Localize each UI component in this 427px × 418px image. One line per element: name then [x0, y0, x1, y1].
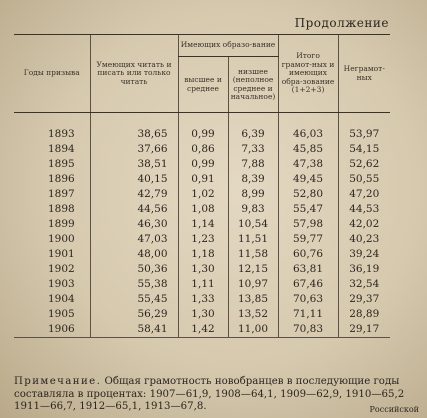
cell-illiterate: 52,62	[338, 157, 390, 172]
cell-lower-education: 13,52	[228, 307, 278, 322]
cell-total-literate: 55,47	[278, 202, 338, 217]
year-cell: 1906	[14, 322, 90, 338]
year-cell: 1897	[48, 188, 75, 200]
cell-total-literate: 46,03	[278, 113, 338, 143]
cell-higher-secondary: 1,18	[178, 247, 228, 262]
cell-illiterate: 29,37	[338, 292, 390, 307]
cell-higher-secondary: 1,23	[178, 232, 228, 247]
cell-total-literate: 45,85	[278, 142, 338, 157]
literacy-table	[14, 34, 390, 338]
cell-illiterate: 28,89	[338, 307, 390, 322]
year-cell: 1896	[48, 173, 75, 185]
cell-higher-secondary: 1,30	[178, 262, 228, 277]
cell-higher-secondary: 1,14	[178, 217, 228, 232]
cell-lower-education: 7,33	[228, 142, 278, 157]
cell-lower-education: 10,54	[228, 217, 278, 232]
table-body	[14, 113, 390, 338]
year-cell: 1901	[48, 248, 75, 260]
cell-higher-secondary: 1,30	[178, 307, 228, 322]
table-row	[14, 113, 390, 143]
continuation-label: Продолжение	[294, 16, 389, 30]
cell-lower-education: 11,51	[228, 232, 278, 247]
cell-can-read-write: 44,56	[90, 202, 178, 217]
year-cell: 1900	[48, 233, 75, 245]
table-row	[14, 247, 390, 262]
table-row	[14, 322, 390, 338]
year-cell: 1893	[48, 128, 75, 140]
cell-total-literate: 70,83	[278, 322, 338, 338]
cell-total-literate: 71,11	[278, 307, 338, 322]
cell-can-read-write: 48,00	[90, 247, 178, 262]
cell-illiterate: 54,15	[338, 142, 390, 157]
table-row	[14, 172, 390, 187]
table-row	[14, 202, 390, 217]
cell-illiterate: 50,55	[338, 172, 390, 187]
cell-total-literate: 49,45	[278, 172, 338, 187]
table-row	[14, 292, 390, 307]
table-row	[14, 262, 390, 277]
header-lower-education: низшее (неполное среднее и начальное)	[228, 57, 278, 113]
year-cell: 1905	[48, 308, 75, 320]
table-row	[14, 142, 390, 157]
year-cell: 1894	[48, 143, 75, 155]
cell-illiterate: 53,97	[338, 113, 390, 143]
next-page-fragment: Российской	[369, 405, 419, 414]
year-cell: 1899	[48, 218, 75, 230]
cell-lower-education: 13,85	[228, 292, 278, 307]
table-row	[14, 277, 390, 292]
cell-illiterate: 40,23	[338, 232, 390, 247]
year-cell: 1898	[48, 203, 75, 215]
cell-lower-education: 8,39	[228, 172, 278, 187]
cell-can-read-write: 55,38	[90, 277, 178, 292]
header-can-read-write: Умеющих читать и писать или только читать	[90, 35, 178, 113]
cell-total-literate: 60,76	[278, 247, 338, 262]
header-illiterate: Неграмот-ных	[338, 35, 390, 113]
table-row	[14, 187, 390, 202]
cell-lower-education: 11,58	[228, 247, 278, 262]
header-higher-secondary: высшее и среднее	[178, 57, 228, 113]
cell-illiterate: 44,53	[338, 202, 390, 217]
cell-total-literate: 67,46	[278, 277, 338, 292]
table-row	[14, 232, 390, 247]
year-cell: 1903	[48, 278, 75, 290]
cell-can-read-write: 37,66	[90, 142, 178, 157]
cell-total-literate: 70,63	[278, 292, 338, 307]
cell-lower-education: 9,83	[228, 202, 278, 217]
cell-can-read-write: 46,30	[90, 217, 178, 232]
cell-higher-secondary: 0,99	[178, 113, 228, 143]
cell-can-read-write: 56,29	[90, 307, 178, 322]
cell-lower-education: 6,39	[228, 113, 278, 143]
cell-illiterate: 32,54	[338, 277, 390, 292]
cell-can-read-write: 38,65	[90, 113, 178, 143]
cell-illiterate: 42,02	[338, 217, 390, 232]
cell-total-literate: 63,81	[278, 262, 338, 277]
cell-illiterate: 29,17	[338, 322, 390, 338]
cell-lower-education: 8,99	[228, 187, 278, 202]
cell-lower-education: 7,88	[228, 157, 278, 172]
cell-higher-secondary: 1,42	[178, 322, 228, 338]
cell-lower-education: 11,00	[228, 322, 278, 338]
header-having-education: Имеющих образо-вание	[178, 35, 278, 57]
header-years: Годы призыва	[14, 35, 90, 113]
cell-can-read-write: 42,79	[90, 187, 178, 202]
cell-illiterate: 36,19	[338, 262, 390, 277]
cell-higher-secondary: 1,11	[178, 277, 228, 292]
table-header	[14, 35, 390, 113]
table-row	[14, 217, 390, 232]
cell-can-read-write: 58,41	[90, 322, 178, 338]
note-label: Примечание.	[14, 376, 102, 387]
cell-illiterate: 39,24	[338, 247, 390, 262]
cell-can-read-write: 50,36	[90, 262, 178, 277]
table-row	[14, 307, 390, 322]
cell-higher-secondary: 0,91	[178, 172, 228, 187]
cell-higher-secondary: 1,33	[178, 292, 228, 307]
year-cell: 1904	[48, 293, 75, 305]
header-total-literate: Итого грамот-ных и имеющих обра-зование (1+2+3)	[278, 35, 338, 113]
cell-total-literate: 47,38	[278, 157, 338, 172]
year-cell: 1902	[48, 263, 75, 275]
note-text: Общая грамотность новобранцев в последующие годы составляла в процентах: 1907—61,9, 1908—64,1, 1909—62,9, 1910—65,2 1911—66,7, 1912—65,1, 1913—67,8.	[14, 376, 405, 412]
cell-higher-secondary: 0,99	[178, 157, 228, 172]
cell-illiterate: 47,20	[338, 187, 390, 202]
cell-higher-secondary: 1,02	[178, 187, 228, 202]
cell-total-literate: 52,80	[278, 187, 338, 202]
cell-can-read-write: 47,03	[90, 232, 178, 247]
table-note	[14, 376, 412, 414]
cell-can-read-write: 38,51	[90, 157, 178, 172]
cell-higher-secondary: 1,08	[178, 202, 228, 217]
table-row	[14, 157, 390, 172]
cell-can-read-write: 55,45	[90, 292, 178, 307]
year-cell: 1895	[48, 158, 75, 170]
cell-lower-education: 10,97	[228, 277, 278, 292]
cell-total-literate: 57,98	[278, 217, 338, 232]
cell-higher-secondary: 0,86	[178, 142, 228, 157]
cell-can-read-write: 40,15	[90, 172, 178, 187]
cell-lower-education: 12,15	[228, 262, 278, 277]
cell-total-literate: 59,77	[278, 232, 338, 247]
